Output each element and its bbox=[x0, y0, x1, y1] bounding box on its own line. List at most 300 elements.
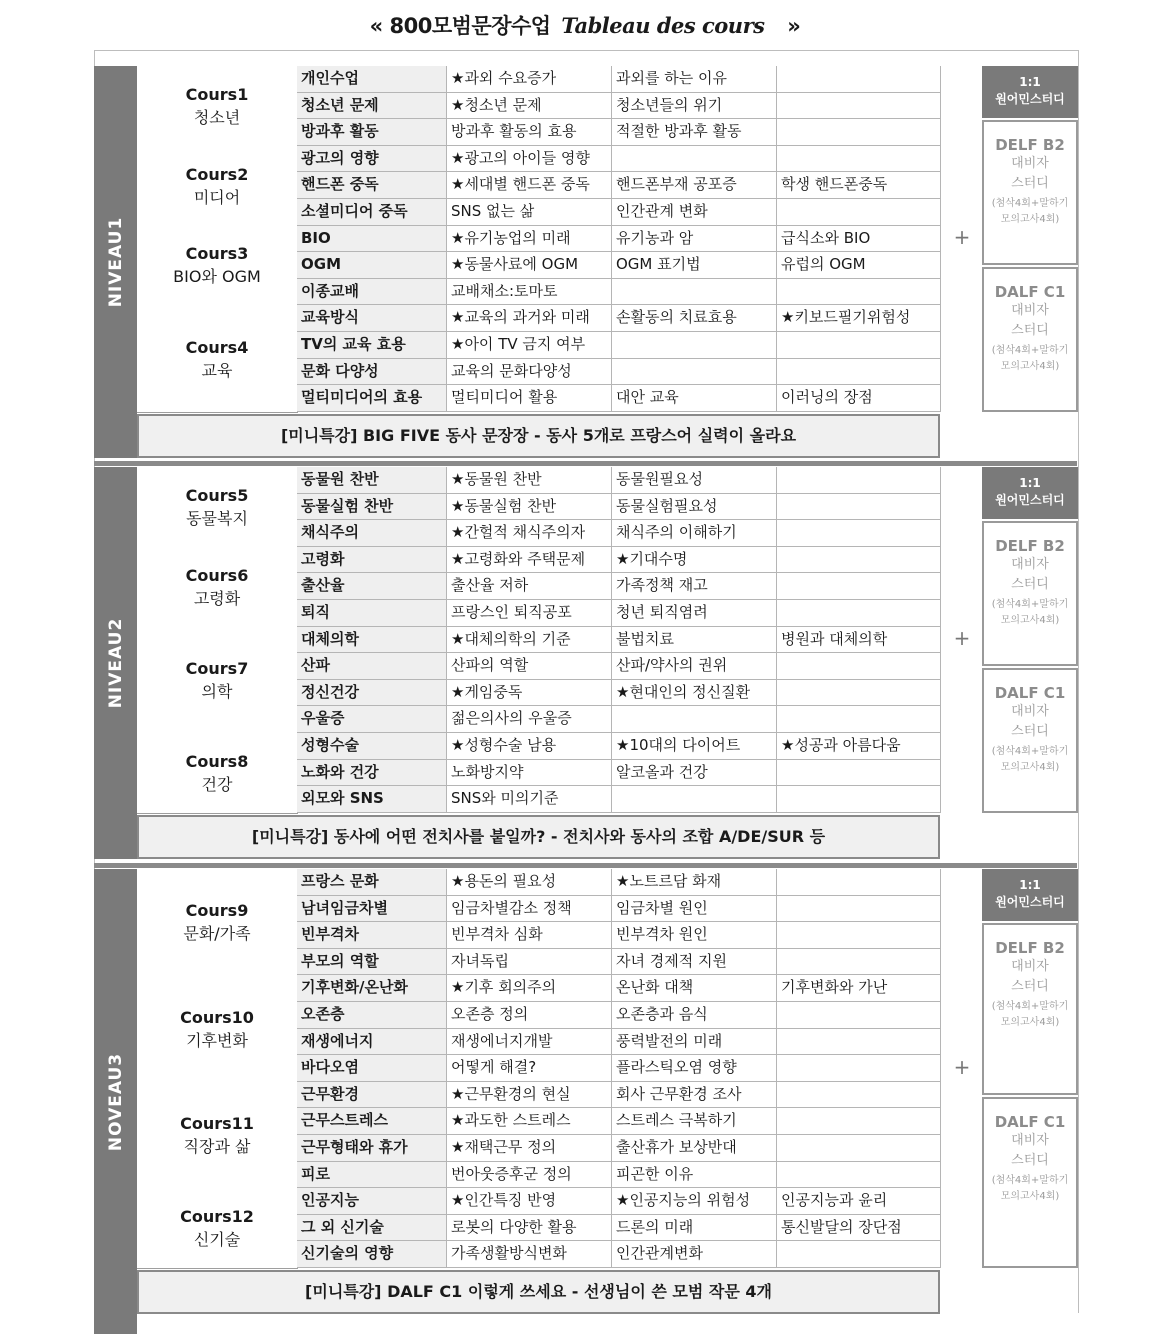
subtopic-cell: ★게임중독 bbox=[447, 680, 612, 707]
table-row bbox=[297, 1162, 941, 1189]
course-cell bbox=[137, 975, 298, 1082]
topic-cell: 남녀임금차별 bbox=[297, 896, 447, 923]
dalf-title: DALF C1 bbox=[994, 282, 1066, 301]
table-row bbox=[297, 1135, 941, 1162]
page-title bbox=[0, 10, 1170, 40]
level-name: NIVEAU1 bbox=[105, 216, 126, 308]
subtopic-cell bbox=[777, 600, 941, 627]
study-sub1: 대비자 bbox=[1011, 959, 1049, 974]
study-note1: (첨삭4회+말하기 bbox=[991, 1174, 1069, 1186]
subtopic-cell: 인공지능과 윤리 bbox=[777, 1188, 941, 1215]
course-name: 교육 bbox=[201, 360, 233, 380]
subtopic-cell bbox=[777, 1055, 941, 1082]
subtopic-cell: 학생 핸드폰중독 bbox=[777, 172, 941, 199]
topic-cell: 성형수술 bbox=[297, 733, 447, 760]
table-row bbox=[297, 1215, 941, 1242]
delf-study-box bbox=[982, 120, 1078, 265]
study-note1: (첨삭4회+말하기 bbox=[991, 198, 1069, 209]
course-name: 건강 bbox=[201, 774, 233, 794]
subtopic-cell bbox=[777, 869, 941, 896]
subtopic-cell: 대안 교육 bbox=[612, 385, 777, 412]
subtopic-cell: ★10대의 다이어트 bbox=[612, 733, 777, 760]
subtopic-cell bbox=[777, 199, 941, 226]
subtopic-cell: ★근무환경의 현실 bbox=[447, 1082, 612, 1109]
study-sub1: 대비자 bbox=[1011, 156, 1049, 171]
subtopic-cell bbox=[777, 573, 941, 600]
subtopic-cell: 유럽의 OGM bbox=[777, 252, 941, 279]
subtopic-cell bbox=[612, 146, 777, 173]
table-row bbox=[297, 1241, 941, 1268]
topic-cell: 청소년 문제 bbox=[297, 93, 447, 120]
subtopic-cell: 프랑스인 퇴직공포 bbox=[447, 600, 612, 627]
table-row bbox=[297, 627, 941, 654]
subtopic-cell: 오존층 정의 bbox=[447, 1002, 612, 1029]
course-code: Cours4 bbox=[185, 337, 249, 357]
subtopic-cell: 플라스틱오염 영향 bbox=[612, 1055, 777, 1082]
subtopic-cell: 과외를 하는 이유 bbox=[612, 66, 777, 93]
subtopic-cell bbox=[777, 1002, 941, 1029]
table-row bbox=[297, 66, 941, 93]
subtopic-cell: 청소년들의 위기 bbox=[612, 93, 777, 120]
subtopic-cell: 산파의 역할 bbox=[447, 653, 612, 680]
subtopic-cell bbox=[777, 359, 941, 386]
subtopic-cell: ★동물원 찬반 bbox=[447, 467, 612, 494]
subtopic-cell: ★기대수명 bbox=[612, 547, 777, 574]
level-label bbox=[94, 869, 137, 1334]
delf-title: DELF B2 bbox=[995, 537, 1065, 555]
table-row bbox=[297, 1055, 941, 1082]
subtopic-cell: ★고령화와 주택문제 bbox=[447, 547, 612, 574]
study-ratio: 1:1 bbox=[1019, 476, 1041, 490]
course-code: Cours9 bbox=[185, 901, 249, 921]
table-row bbox=[297, 975, 941, 1002]
course-name: 동물복지 bbox=[186, 508, 248, 528]
level-name: NIVEAU2 bbox=[105, 617, 126, 709]
course-cell bbox=[137, 869, 298, 976]
table-row bbox=[297, 93, 941, 120]
subtopic-cell: 기후변화와 가난 bbox=[777, 975, 941, 1002]
topic-cell: 대체의학 bbox=[297, 627, 447, 654]
subtopic-cell: 드론의 미래 bbox=[612, 1215, 777, 1242]
study-sub2: 스터디 bbox=[1011, 979, 1049, 994]
course-name: 기후변화 bbox=[186, 1030, 248, 1050]
subtopic-cell bbox=[777, 1082, 941, 1109]
course-cell bbox=[137, 1188, 298, 1269]
table-row bbox=[297, 385, 941, 412]
subtopic-cell: 청년 퇴직염려 bbox=[612, 600, 777, 627]
study-ratio: 1:1 bbox=[1019, 878, 1041, 892]
topic-cell: 인공지능 bbox=[297, 1188, 447, 1215]
title-main: « 800모범문장수업 bbox=[369, 14, 551, 38]
delf-title: DELF B2 bbox=[995, 939, 1065, 957]
subtopic-cell bbox=[777, 896, 941, 923]
course-code: Cours3 bbox=[185, 244, 249, 264]
topic-cell: 채식주의 bbox=[297, 520, 447, 547]
subtopic-cell: 풍력발전의 미래 bbox=[612, 1029, 777, 1056]
table-row bbox=[297, 680, 941, 707]
subtopic-cell: ★성형수술 남용 bbox=[447, 733, 612, 760]
study-note1: (첨삭4회+말하기 bbox=[991, 599, 1069, 610]
subtopic-cell: 노화방지약 bbox=[447, 760, 612, 787]
subtopic-cell: ★대체의학의 기준 bbox=[447, 627, 612, 654]
level-section bbox=[94, 66, 1094, 458]
subtopic-cell: 이러닝의 장점 bbox=[777, 385, 941, 412]
table-row bbox=[297, 896, 941, 923]
table-row bbox=[297, 786, 941, 813]
subtopic-cell: ★키보드필기위험성 bbox=[777, 305, 941, 332]
level-name: NOVEAU3 bbox=[105, 1052, 126, 1151]
table-row bbox=[297, 279, 941, 306]
topic-cell: 멀티미디어의 효용 bbox=[297, 385, 447, 412]
subtopic-cell: ★교육의 과거와 미래 bbox=[447, 305, 612, 332]
topic-cell: 근무스트레스 bbox=[297, 1108, 447, 1135]
study-note1: (첨삭4회+말하기 bbox=[991, 745, 1069, 757]
subtopic-cell bbox=[777, 949, 941, 976]
study-ratio: 1:1 bbox=[1019, 75, 1041, 89]
topic-cell: 동물실험 찬반 bbox=[297, 494, 447, 521]
topic-cell: 프랑스 문화 bbox=[297, 869, 447, 896]
subtopic-cell: 가족정책 재고 bbox=[612, 573, 777, 600]
plus-sign: + bbox=[953, 224, 971, 249]
topic-cell: 교육방식 bbox=[297, 305, 447, 332]
course-name: 신기술 bbox=[193, 1230, 241, 1250]
subtopic-cell: 채식주의 이해하기 bbox=[612, 520, 777, 547]
study-sub2: 스터디 bbox=[1011, 1152, 1049, 1168]
subtopic-cell: 알코올과 건강 bbox=[612, 760, 777, 787]
subtopic-cell: ★노트르담 화재 bbox=[612, 869, 777, 896]
mini-lecture-banner: [미니특강] DALF C1 이렇게 쓰세요 - 선생님이 쓴 모범 작문 4개 bbox=[137, 1270, 940, 1314]
delf-study-box bbox=[982, 521, 1078, 666]
subtopic-cell bbox=[777, 520, 941, 547]
subtopic-cell bbox=[777, 706, 941, 733]
subtopic-cell: 로봇의 다양한 활용 bbox=[447, 1215, 612, 1242]
course-code: Cours8 bbox=[185, 751, 249, 771]
subtopic-cell: 동물원필요성 bbox=[612, 467, 777, 494]
level-section bbox=[94, 869, 1094, 1314]
subtopic-cell: 스트레스 극복하기 bbox=[612, 1108, 777, 1135]
subtopic-cell: 인간관계 변화 bbox=[612, 199, 777, 226]
subtopic-cell: 병원과 대체의학 bbox=[777, 627, 941, 654]
subtopic-cell: ★인간특징 반영 bbox=[447, 1188, 612, 1215]
subtopic-cell: 불법치료 bbox=[612, 627, 777, 654]
level-label bbox=[94, 66, 137, 458]
subtopic-cell bbox=[777, 119, 941, 146]
table-row bbox=[297, 467, 941, 494]
study-note1: (첨삭4회+말하기 bbox=[991, 1001, 1069, 1012]
course-code: Cours2 bbox=[185, 164, 249, 184]
plus-sign: + bbox=[953, 625, 971, 650]
subtopic-cell: ★과도한 스트레스 bbox=[447, 1108, 612, 1135]
table-row bbox=[297, 359, 941, 386]
course-code: Cours6 bbox=[185, 565, 249, 585]
course-code: Cours5 bbox=[185, 485, 249, 505]
mini-lecture-banner: [미니특강] 동사에 어떤 전치사를 붙일까? - 전치사와 동사의 조합 A/DE/SUR 등 bbox=[137, 815, 940, 859]
subtopic-cell: 온난화 대책 bbox=[612, 975, 777, 1002]
subtopic-cell: 피곤한 이유 bbox=[612, 1162, 777, 1189]
subtopic-cell: ★유기농업의 미래 bbox=[447, 226, 612, 253]
subtopic-cell bbox=[777, 1241, 941, 1268]
subtopic-cell: ★기후 회의주의 bbox=[447, 975, 612, 1002]
subtopic-cell: ★세대별 핸드폰 중독 bbox=[447, 172, 612, 199]
subtopic-cell: 동물실험필요성 bbox=[612, 494, 777, 521]
table-row bbox=[297, 146, 941, 173]
topic-cell: 그 외 신기술 bbox=[297, 1215, 447, 1242]
study-panel-header bbox=[982, 66, 1078, 118]
dalf-title: DALF C1 bbox=[994, 683, 1066, 702]
study-note2: 모의고사4회) bbox=[1000, 360, 1060, 372]
study-sub1: 대비자 bbox=[1011, 302, 1049, 318]
topic-cell: 빈부격차 bbox=[297, 922, 447, 949]
topic-cell: TV의 교육 효용 bbox=[297, 332, 447, 359]
course-cell bbox=[137, 627, 298, 734]
topic-cell: 광고의 영향 bbox=[297, 146, 447, 173]
topic-cell: 개인수업 bbox=[297, 66, 447, 93]
dalf-study-box bbox=[982, 668, 1078, 813]
subtopic-cell: 어떻게 해결? bbox=[447, 1055, 612, 1082]
subtopic-cell bbox=[777, 494, 941, 521]
course-name: 문화/가족 bbox=[183, 924, 251, 944]
level-label bbox=[94, 467, 137, 859]
course-cell bbox=[137, 467, 298, 548]
subtopic-cell: 교배채소:토마토 bbox=[447, 279, 612, 306]
course-code: Cours10 bbox=[180, 1007, 254, 1027]
table-row bbox=[297, 252, 941, 279]
topic-cell: 신기술의 영향 bbox=[297, 1241, 447, 1268]
table-row bbox=[297, 949, 941, 976]
table-row bbox=[297, 172, 941, 199]
subtopic-cell bbox=[777, 1029, 941, 1056]
topic-cell: 출산율 bbox=[297, 573, 447, 600]
subtopic-cell: 인간관계변화 bbox=[612, 1241, 777, 1268]
subtopic-cell: ★아이 TV 금지 여부 bbox=[447, 332, 612, 359]
level-separator bbox=[94, 863, 1077, 868]
subtopic-cell: 방과후 활동의 효용 bbox=[447, 119, 612, 146]
study-native: 원어민스터디 bbox=[995, 493, 1065, 507]
level-separator bbox=[94, 461, 1077, 466]
subtopic-cell: ★광고의 아이들 영향 bbox=[447, 146, 612, 173]
subtopic-cell: ★재택근무 정의 bbox=[447, 1135, 612, 1162]
study-panel-header bbox=[982, 869, 1078, 921]
study-sub1: 대비자 bbox=[1011, 703, 1049, 719]
topic-cell: 오존층 bbox=[297, 1002, 447, 1029]
course-name: 청소년 bbox=[193, 107, 241, 127]
subtopic-cell: 임금차별 원인 bbox=[612, 896, 777, 923]
subtopic-cell: 통신발달의 장단점 bbox=[777, 1215, 941, 1242]
title-italic: Tableau des cours bbox=[561, 13, 765, 38]
course-code: Cours11 bbox=[180, 1113, 254, 1133]
subtopic-cell: 산파/약사의 권위 bbox=[612, 653, 777, 680]
subtopic-cell bbox=[612, 706, 777, 733]
subtopic-cell: 재생에너지개발 bbox=[447, 1029, 612, 1056]
topic-cell: 퇴직 bbox=[297, 600, 447, 627]
subtopic-cell: ★인공지능의 위험성 bbox=[612, 1188, 777, 1215]
topic-cell: 피로 bbox=[297, 1162, 447, 1189]
subtopic-cell bbox=[612, 279, 777, 306]
table-row bbox=[297, 1188, 941, 1215]
study-sub1: 대비자 bbox=[1011, 1132, 1049, 1148]
topic-cell: 우울증 bbox=[297, 706, 447, 733]
course-code: Cours12 bbox=[180, 1207, 254, 1227]
subtopic-cell: 오존층과 음식 bbox=[612, 1002, 777, 1029]
subtopic-cell bbox=[777, 1135, 941, 1162]
topic-cell: 핸드폰 중독 bbox=[297, 172, 447, 199]
dalf-study-box bbox=[982, 267, 1078, 412]
dalf-study-box bbox=[982, 1097, 1078, 1269]
table-row bbox=[297, 226, 941, 253]
course-cell bbox=[137, 1082, 298, 1189]
subtopic-cell: 번아웃증후군 정의 bbox=[447, 1162, 612, 1189]
topic-cell: BIO bbox=[297, 226, 447, 253]
topic-cell: 근무형태와 휴가 bbox=[297, 1135, 447, 1162]
topic-cell: 정신건강 bbox=[297, 680, 447, 707]
subtopic-cell: 핸드폰부재 공포증 bbox=[612, 172, 777, 199]
table-row bbox=[297, 869, 941, 896]
study-note2: 모의고사4회) bbox=[1000, 1017, 1060, 1028]
subtopic-cell bbox=[777, 279, 941, 306]
study-note2: 모의고사4회) bbox=[1000, 214, 1060, 225]
topic-cell: 방과후 활동 bbox=[297, 119, 447, 146]
table-row bbox=[297, 520, 941, 547]
study-note2: 모의고사4회) bbox=[1000, 615, 1060, 626]
study-note2: 모의고사4회) bbox=[1000, 761, 1060, 773]
subtopic-cell: SNS 없는 삶 bbox=[447, 199, 612, 226]
study-native: 원어민스터디 bbox=[995, 895, 1065, 909]
table-row bbox=[297, 547, 941, 574]
table-row bbox=[297, 600, 941, 627]
subtopic-cell bbox=[777, 66, 941, 93]
course-code: Cours7 bbox=[185, 658, 249, 678]
course-cell bbox=[137, 547, 298, 628]
plus-sign: + bbox=[953, 1054, 971, 1079]
course-cell bbox=[137, 305, 298, 412]
table-row bbox=[297, 733, 941, 760]
subtopic-cell: ★용돈의 필요성 bbox=[447, 869, 612, 896]
topic-cell: 외모와 SNS bbox=[297, 786, 447, 813]
subtopic-cell: ★청소년 문제 bbox=[447, 93, 612, 120]
subtopic-cell: SNS와 미의기준 bbox=[447, 786, 612, 813]
subtopic-cell bbox=[777, 786, 941, 813]
subtopic-cell: 빈부격차 원인 bbox=[612, 922, 777, 949]
subtopic-cell: 빈부격차 심화 bbox=[447, 922, 612, 949]
subtopic-cell: ★현대인의 정신질환 bbox=[612, 680, 777, 707]
topic-cell: 소셜미디어 중독 bbox=[297, 199, 447, 226]
subtopic-cell: 젊은의사의 우울증 bbox=[447, 706, 612, 733]
subtopic-cell bbox=[612, 332, 777, 359]
course-name: 직장과 삶 bbox=[183, 1136, 251, 1156]
subtopic-cell: 임금차별감소 정책 bbox=[447, 896, 612, 923]
topic-cell: 기후변화/온난화 bbox=[297, 975, 447, 1002]
table-row bbox=[297, 653, 941, 680]
subtopic-cell: ★과외 수요증가 bbox=[447, 66, 612, 93]
delf-title: DELF B2 bbox=[995, 136, 1065, 154]
subtopic-cell: 자녀독립 bbox=[447, 949, 612, 976]
subtopic-cell bbox=[612, 359, 777, 386]
course-cell bbox=[137, 66, 298, 147]
subtopic-cell: 자녀 경제적 지원 bbox=[612, 949, 777, 976]
subtopic-cell: ★성공과 아름다움 bbox=[777, 733, 941, 760]
course-name: 고령화 bbox=[193, 588, 241, 608]
subtopic-cell bbox=[777, 146, 941, 173]
subtopic-cell: 출산율 저하 bbox=[447, 573, 612, 600]
subtopic-cell: 교육의 문화다양성 bbox=[447, 359, 612, 386]
subtopic-cell bbox=[777, 1162, 941, 1189]
course-cell bbox=[137, 226, 298, 307]
topic-cell: 노화와 건강 bbox=[297, 760, 447, 787]
table-row bbox=[297, 922, 941, 949]
study-native: 원어민스터디 bbox=[995, 92, 1065, 106]
subtopic-cell: 멀티미디어 활용 bbox=[447, 385, 612, 412]
table-row bbox=[297, 199, 941, 226]
subtopic-cell: ★동물실험 찬반 bbox=[447, 494, 612, 521]
subtopic-cell bbox=[777, 680, 941, 707]
mini-lecture-banner: [미니특강] BIG FIVE 동사 문장장 - 동사 5개로 프랑스어 실력이 올라요 bbox=[137, 414, 940, 458]
table-row bbox=[297, 494, 941, 521]
dalf-title: DALF C1 bbox=[994, 1112, 1066, 1131]
topic-cell: 고령화 bbox=[297, 547, 447, 574]
course-name: BIO와 OGM bbox=[173, 267, 261, 287]
subtopic-cell bbox=[777, 653, 941, 680]
study-note2: 모의고사4회) bbox=[1000, 1190, 1060, 1202]
subtopic-cell bbox=[777, 760, 941, 787]
subtopic-cell bbox=[777, 467, 941, 494]
study-sub2: 스터디 bbox=[1011, 322, 1049, 338]
level-section bbox=[94, 467, 1094, 859]
subtopic-cell: OGM 표기법 bbox=[612, 252, 777, 279]
topic-cell: 이종교배 bbox=[297, 279, 447, 306]
table-row bbox=[297, 1108, 941, 1135]
topic-cell: 부모의 역할 bbox=[297, 949, 447, 976]
subtopic-cell bbox=[777, 922, 941, 949]
topic-cell: 근무환경 bbox=[297, 1082, 447, 1109]
course-code: Cours1 bbox=[185, 84, 249, 104]
course-cell bbox=[137, 146, 298, 227]
subtopic-cell: ★간헐적 채식주의자 bbox=[447, 520, 612, 547]
table-row bbox=[297, 760, 941, 787]
table-row bbox=[297, 1082, 941, 1109]
table-row bbox=[297, 119, 941, 146]
study-sub2: 스터디 bbox=[1011, 723, 1049, 739]
subtopic-cell: 급식소와 BIO bbox=[777, 226, 941, 253]
subtopic-cell: 적절한 방과후 활동 bbox=[612, 119, 777, 146]
topic-cell: 문화 다양성 bbox=[297, 359, 447, 386]
topic-cell: 재생에너지 bbox=[297, 1029, 447, 1056]
study-sub2: 스터디 bbox=[1011, 577, 1049, 592]
subtopic-cell bbox=[777, 1108, 941, 1135]
table-row bbox=[297, 305, 941, 332]
delf-study-box bbox=[982, 923, 1078, 1095]
course-cell bbox=[137, 733, 298, 814]
topic-cell: 산파 bbox=[297, 653, 447, 680]
study-sub2: 스터디 bbox=[1011, 176, 1049, 191]
course-name: 미디어 bbox=[193, 187, 241, 207]
table-row bbox=[297, 706, 941, 733]
subtopic-cell: ★동물사료에 OGM bbox=[447, 252, 612, 279]
study-note1: (첨삭4회+말하기 bbox=[991, 344, 1069, 356]
study-panel-header bbox=[982, 467, 1078, 519]
subtopic-cell: 가족생활방식변화 bbox=[447, 1241, 612, 1268]
title-end: » bbox=[787, 14, 801, 38]
subtopic-cell: 출산휴가 보상반대 bbox=[612, 1135, 777, 1162]
table-row bbox=[297, 573, 941, 600]
topic-cell: 동물원 찬반 bbox=[297, 467, 447, 494]
topic-cell: OGM bbox=[297, 252, 447, 279]
table-row bbox=[297, 1029, 941, 1056]
subtopic-cell bbox=[612, 786, 777, 813]
subtopic-cell: 유기농과 암 bbox=[612, 226, 777, 253]
table-row bbox=[297, 332, 941, 359]
subtopic-cell bbox=[777, 332, 941, 359]
subtopic-cell bbox=[777, 547, 941, 574]
